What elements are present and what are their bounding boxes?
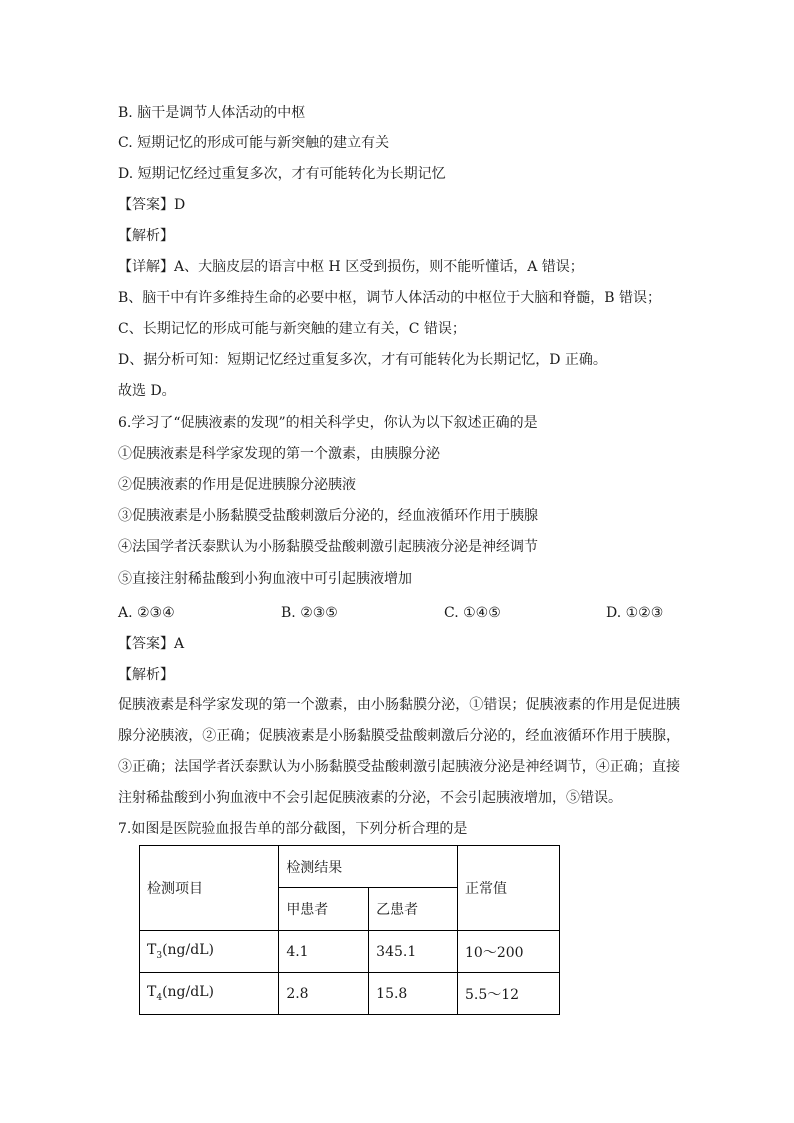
header-patient-b: 乙患者 xyxy=(369,888,458,931)
q5-detail-c: C、长期记忆的形成可能与新突触的建立有关，C 错误； xyxy=(118,321,466,337)
cell-item: $T_4(ng/dL)$ xyxy=(140,973,279,1015)
q6-option-b: B. ②③⑤ xyxy=(281,605,338,621)
q6-statement-4: ④法国学者沃泰默认为小肠黏膜受盐酸刺激引起胰液分泌是神经调节 xyxy=(118,539,538,555)
cell-item: $T_3(ng/dL)$ xyxy=(140,931,279,973)
q7-stem: 7.如图是医院验血报告单的部分截图，下列分析合理的是 xyxy=(118,821,468,837)
q6-option-d: D. ①②③ xyxy=(606,605,664,621)
table-row xyxy=(140,973,560,1015)
q5-detail-b: B、脑干中有许多维持生命的必要中枢，调节人体活动的中枢位于大脑和脊髓，B 错误； xyxy=(118,290,662,306)
q5-option-b: B. 脑干是调节人体活动的中枢 xyxy=(118,105,306,121)
q5-conclusion: 故选 D。 xyxy=(118,383,176,399)
q6-stem: 6.学习了“促胰液素的发现”的相关科学史，你认为以下叙述正确的是 xyxy=(118,415,538,431)
header-test-result: 检测结果 xyxy=(279,846,458,888)
q5-analysis-title: 【解析】 xyxy=(118,228,174,244)
q6-statement-1: ①促胰液素是科学家发现的第一个激素，由胰腺分泌 xyxy=(118,446,440,462)
q6-statement-5: ⑤直接注射稀盐酸到小狗血液中可引起胰液增加 xyxy=(118,571,412,587)
cell-normal: 5.5～12 xyxy=(458,973,560,1015)
q5-answer: 【答案】D xyxy=(118,197,186,213)
cell-patient-a: 2.8 xyxy=(279,973,369,1015)
cell-patient-b: 15.8 xyxy=(369,973,458,1015)
q6-statement-3: ③促胰液素是小肠黏膜受盐酸刺激后分泌的，经血液循环作用于胰腺 xyxy=(118,508,538,524)
cell-normal: 10～200 xyxy=(458,931,560,973)
q6-analysis-text: 促胰液素是科学家发现的第一个激素，由小肠黏膜分泌，①错误；促胰液素的作用是促进胰腺分泌胰液，②正确；促胰液素是小肠黏膜受盐酸刺激后分泌的，经血液循环作用于胰腺，③正确；法国学者沃泰默认为小肠黏膜受盐酸刺激引起胰液分泌是神经调节，④正确；直接注射稀盐酸到小狗血液中不会引起促胰液素的分泌，不会引起胰液增加，⑤错误。 xyxy=(118,697,680,806)
q6-answer: 【答案】A xyxy=(118,636,185,652)
header-normal-value: 正常值 xyxy=(458,846,560,931)
blood-report-table xyxy=(139,845,560,1015)
cell-patient-a: 4.1 xyxy=(279,931,369,973)
q6-analysis-title: 【解析】 xyxy=(118,667,174,683)
q5-option-d: D. 短期记忆经过重复多次，才有可能转化为长期记忆 xyxy=(118,166,446,182)
q6-statement-2: ②促胰液素的作用是促进胰腺分泌胰液 xyxy=(118,477,356,493)
q5-detail-d: D、据分析可知：短期记忆经过重复多次，才有可能转化为长期记忆，D 正确。 xyxy=(118,352,607,368)
header-test-item: 检测项目 xyxy=(140,846,279,931)
table-row xyxy=(140,931,560,973)
q5-detail-a: 【详解】A、大脑皮层的语言中枢 H 区受到损伤，则不能听懂话，A 错误； xyxy=(118,259,584,275)
q5-option-c: C. 短期记忆的形成可能与新突触的建立有关 xyxy=(118,135,390,151)
header-patient-a: 甲患者 xyxy=(279,888,369,931)
cell-patient-b: 345.1 xyxy=(369,931,458,973)
q6-option-a: A. ②③④ xyxy=(118,605,175,621)
q6-option-c: C. ①④⑤ xyxy=(444,605,501,621)
